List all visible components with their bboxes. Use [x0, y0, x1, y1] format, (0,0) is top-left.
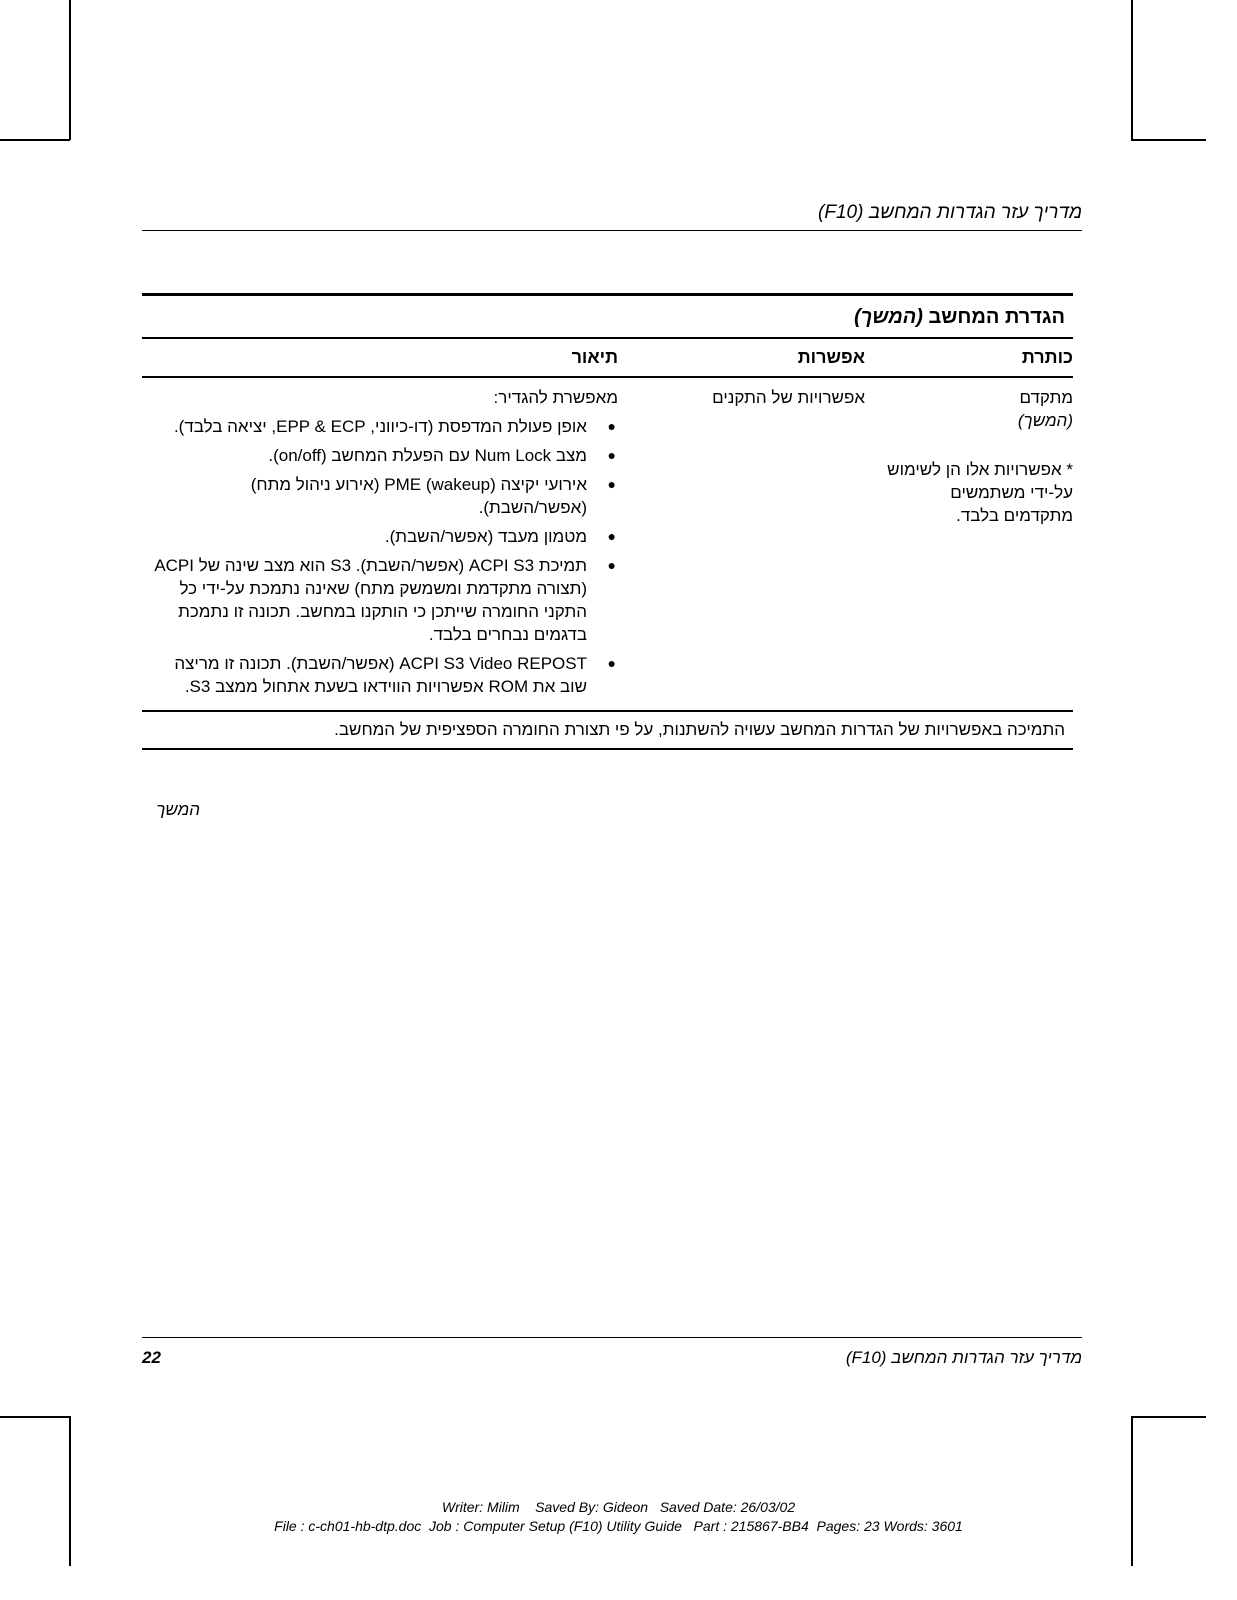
doc-meta-line-2: File : c-ch01-hb-dtp.doc Job : Computer Setup (F10) Utility Guide Part : 215867-BB4 Pages: 23 Words: 3601 — [274, 1518, 963, 1534]
list-item — [150, 554, 618, 646]
list-item-text: תמיכת ACPI S3 (אפשר/השבת). S3 הוא מצב שינה של ACPI (תצורה מתקדמת ומשמשק מתח) שאינה נתמכת על-ידי כל התקני החומרה שייתכן כי הותקנו במחשב. תכונה זו נתמכת בדגמים נבחרים בלבד. — [154, 556, 587, 644]
header-heading: כותרת — [1021, 347, 1073, 367]
row-option-cell: אפשרויות של התקנים — [712, 388, 865, 407]
table-title-continued: (המשך) — [854, 306, 923, 328]
row-description-cell — [142, 378, 618, 710]
table-title — [142, 296, 1073, 339]
list-item — [150, 525, 618, 548]
crop-mark-top-right-horizontal — [1131, 139, 1206, 141]
list-item — [150, 444, 618, 467]
crop-mark-bottom-right-vertical — [1131, 1416, 1133, 1566]
bullet-icon: ● — [607, 528, 616, 544]
setup-table — [142, 293, 1073, 750]
table-header-row — [142, 339, 1073, 378]
bullet-icon: ● — [607, 418, 616, 434]
row-heading-line: (המשך) — [1017, 411, 1073, 430]
crop-mark-bottom-left-vertical — [69, 1416, 71, 1566]
bullet-icon: ● — [607, 655, 616, 671]
bullet-icon: ● — [607, 476, 616, 492]
running-header: מדריך עזר הגדרות המחשב (F10) — [142, 202, 1082, 231]
description-bullets — [150, 415, 618, 698]
bullet-icon: ● — [607, 557, 616, 573]
list-item-text: אירועי יקיצה (wakeup) PME (אירוע ניהול מתח) (אפשר/השבת). — [250, 475, 587, 517]
list-item — [150, 652, 618, 698]
crop-mark-top-right-vertical — [1131, 0, 1133, 140]
crop-mark-top-left-horizontal — [0, 139, 70, 141]
page-number: 22 — [142, 1348, 161, 1367]
list-item-text: אופן פעולת המדפסת (דו-כיווני, EPP & ECP, יציאה בלבד). — [173, 417, 587, 436]
table-title-text: הגדרת המחשב — [928, 306, 1065, 328]
bullet-icon: ● — [607, 447, 616, 463]
page-footer — [142, 1337, 1082, 1368]
table-row — [142, 378, 1073, 710]
header-description: תיאור — [571, 347, 618, 367]
crop-mark-bottom-right-horizontal — [1131, 1416, 1206, 1418]
list-item — [150, 473, 618, 519]
list-item-text: מטמון מעבד (אפשר/השבת). — [384, 527, 587, 546]
table-footnote: התמיכה באפשרויות של הגדרות המחשב עשויה להשתנות, על פי תצורת החומרה הספציפית של המחשב. — [142, 710, 1073, 750]
description-intro: מאפשרת להגדיר: — [493, 388, 618, 407]
row-heading-line: מתקדם — [1019, 388, 1073, 407]
list-item — [150, 415, 618, 438]
footer-title: מדריך עזר הגדרות המחשב (F10) — [845, 1348, 1082, 1367]
row-heading-note: * אפשרויות אלו הן לשימוש על-ידי משתמשים מתקדמים בלבד. — [887, 460, 1073, 525]
list-item-text: מצב Num Lock עם הפעלת המחשב (on/off). — [268, 446, 587, 465]
doc-meta-line-1: Writer: Milim Saved By: Gideon Saved Date: 26/03/02 — [441, 1499, 796, 1515]
list-item-text: ACPI S3 Video REPOST (אפשר/השבת). תכונה זו מריצה שוב את ROM אפשרויות הווידאו בשעת אתחול ממצב S3. — [174, 654, 587, 696]
crop-mark-bottom-left-horizontal — [0, 1416, 70, 1418]
crop-mark-top-left-vertical — [69, 0, 71, 140]
header-option: אפשרות — [797, 347, 865, 367]
row-heading-cell — [873, 378, 1073, 710]
continued-marker: המשך — [156, 800, 200, 819]
